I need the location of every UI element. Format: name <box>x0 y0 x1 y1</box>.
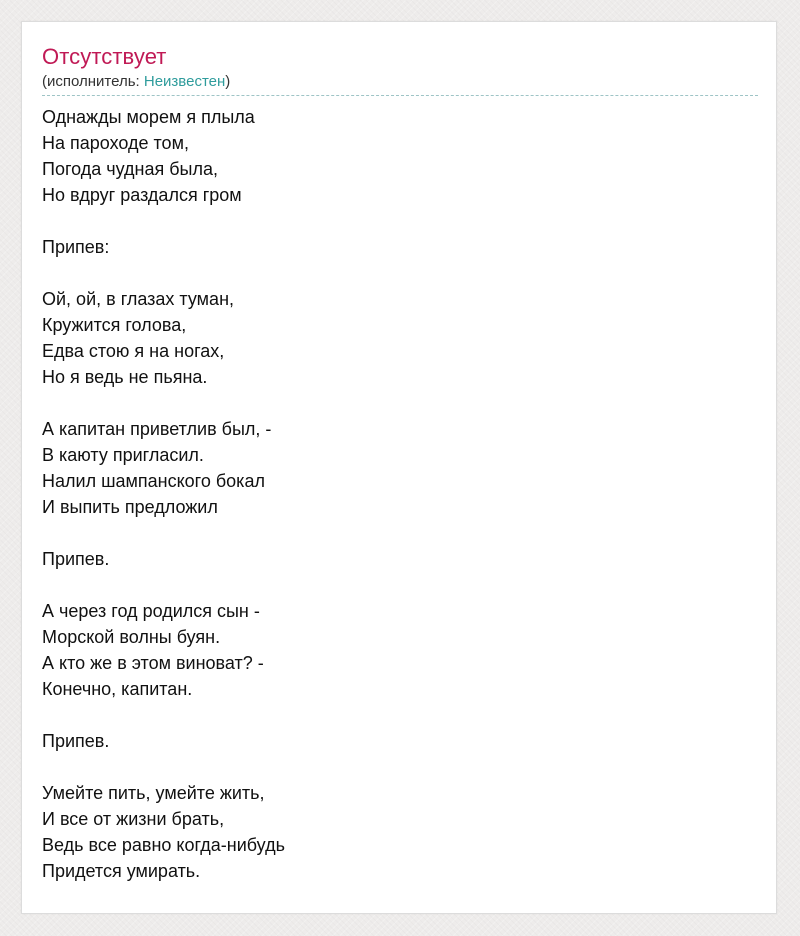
lyric-line: А капитан приветлив был, - <box>42 419 272 439</box>
lyric-line <box>42 260 758 286</box>
lyric-line: Конечно, капитан. <box>42 679 193 699</box>
lyric-line: Но вдруг раздался гром <box>42 185 242 205</box>
lyric-line: В каюту пригласил. <box>42 445 204 465</box>
lyric-line: И все от жизни брать, <box>42 809 225 829</box>
lyric-line: Припев. <box>42 731 110 751</box>
artist-suffix: ) <box>225 73 231 90</box>
lyric-line: Ой, ой, в глазах туман, <box>42 289 235 309</box>
lyric-line: Но я ведь не пьяна. <box>42 367 208 387</box>
lyric-line: А кто же в этом виноват? - <box>42 653 264 673</box>
lyric-line: Придется умирать. <box>42 861 201 881</box>
lyric-line: Однажды морем я плыла <box>42 107 255 127</box>
lyric-line: Умейте пить, умейте жить, <box>42 783 265 803</box>
lyric-line <box>42 572 758 598</box>
lyric-line: Налил шампанского бокал <box>42 471 265 491</box>
artist-line <box>42 72 758 92</box>
artist-link[interactable]: Неизвестен <box>143 73 226 90</box>
lyric-line: Припев: <box>42 237 110 257</box>
artist-prefix: (исполнитель: <box>42 73 144 90</box>
lyric-line: Припев. <box>42 549 110 569</box>
lyric-line: Ведь все равно когда-нибудь <box>42 835 285 855</box>
lyrics-body <box>42 104 758 884</box>
song-title: Отсутствует <box>42 44 167 69</box>
lyric-line <box>42 520 758 546</box>
lyric-line: На пароходе том, <box>42 133 189 153</box>
lyric-line: И выпить предложил <box>42 497 218 517</box>
lyric-line: Погода чудная была, <box>42 159 218 179</box>
lyric-line: Морской волны буян. <box>42 627 221 647</box>
lyrics-card <box>21 21 777 914</box>
lyric-line: Едва стою я на ногах, <box>42 341 225 361</box>
lyric-line <box>42 208 758 234</box>
lyric-line <box>42 754 758 780</box>
lyric-line: Кружится голова, <box>42 315 187 335</box>
lyric-line <box>42 702 758 728</box>
lyric-line: А через год родился сын - <box>42 601 260 621</box>
song-header <box>42 43 758 96</box>
lyric-line <box>42 390 758 416</box>
